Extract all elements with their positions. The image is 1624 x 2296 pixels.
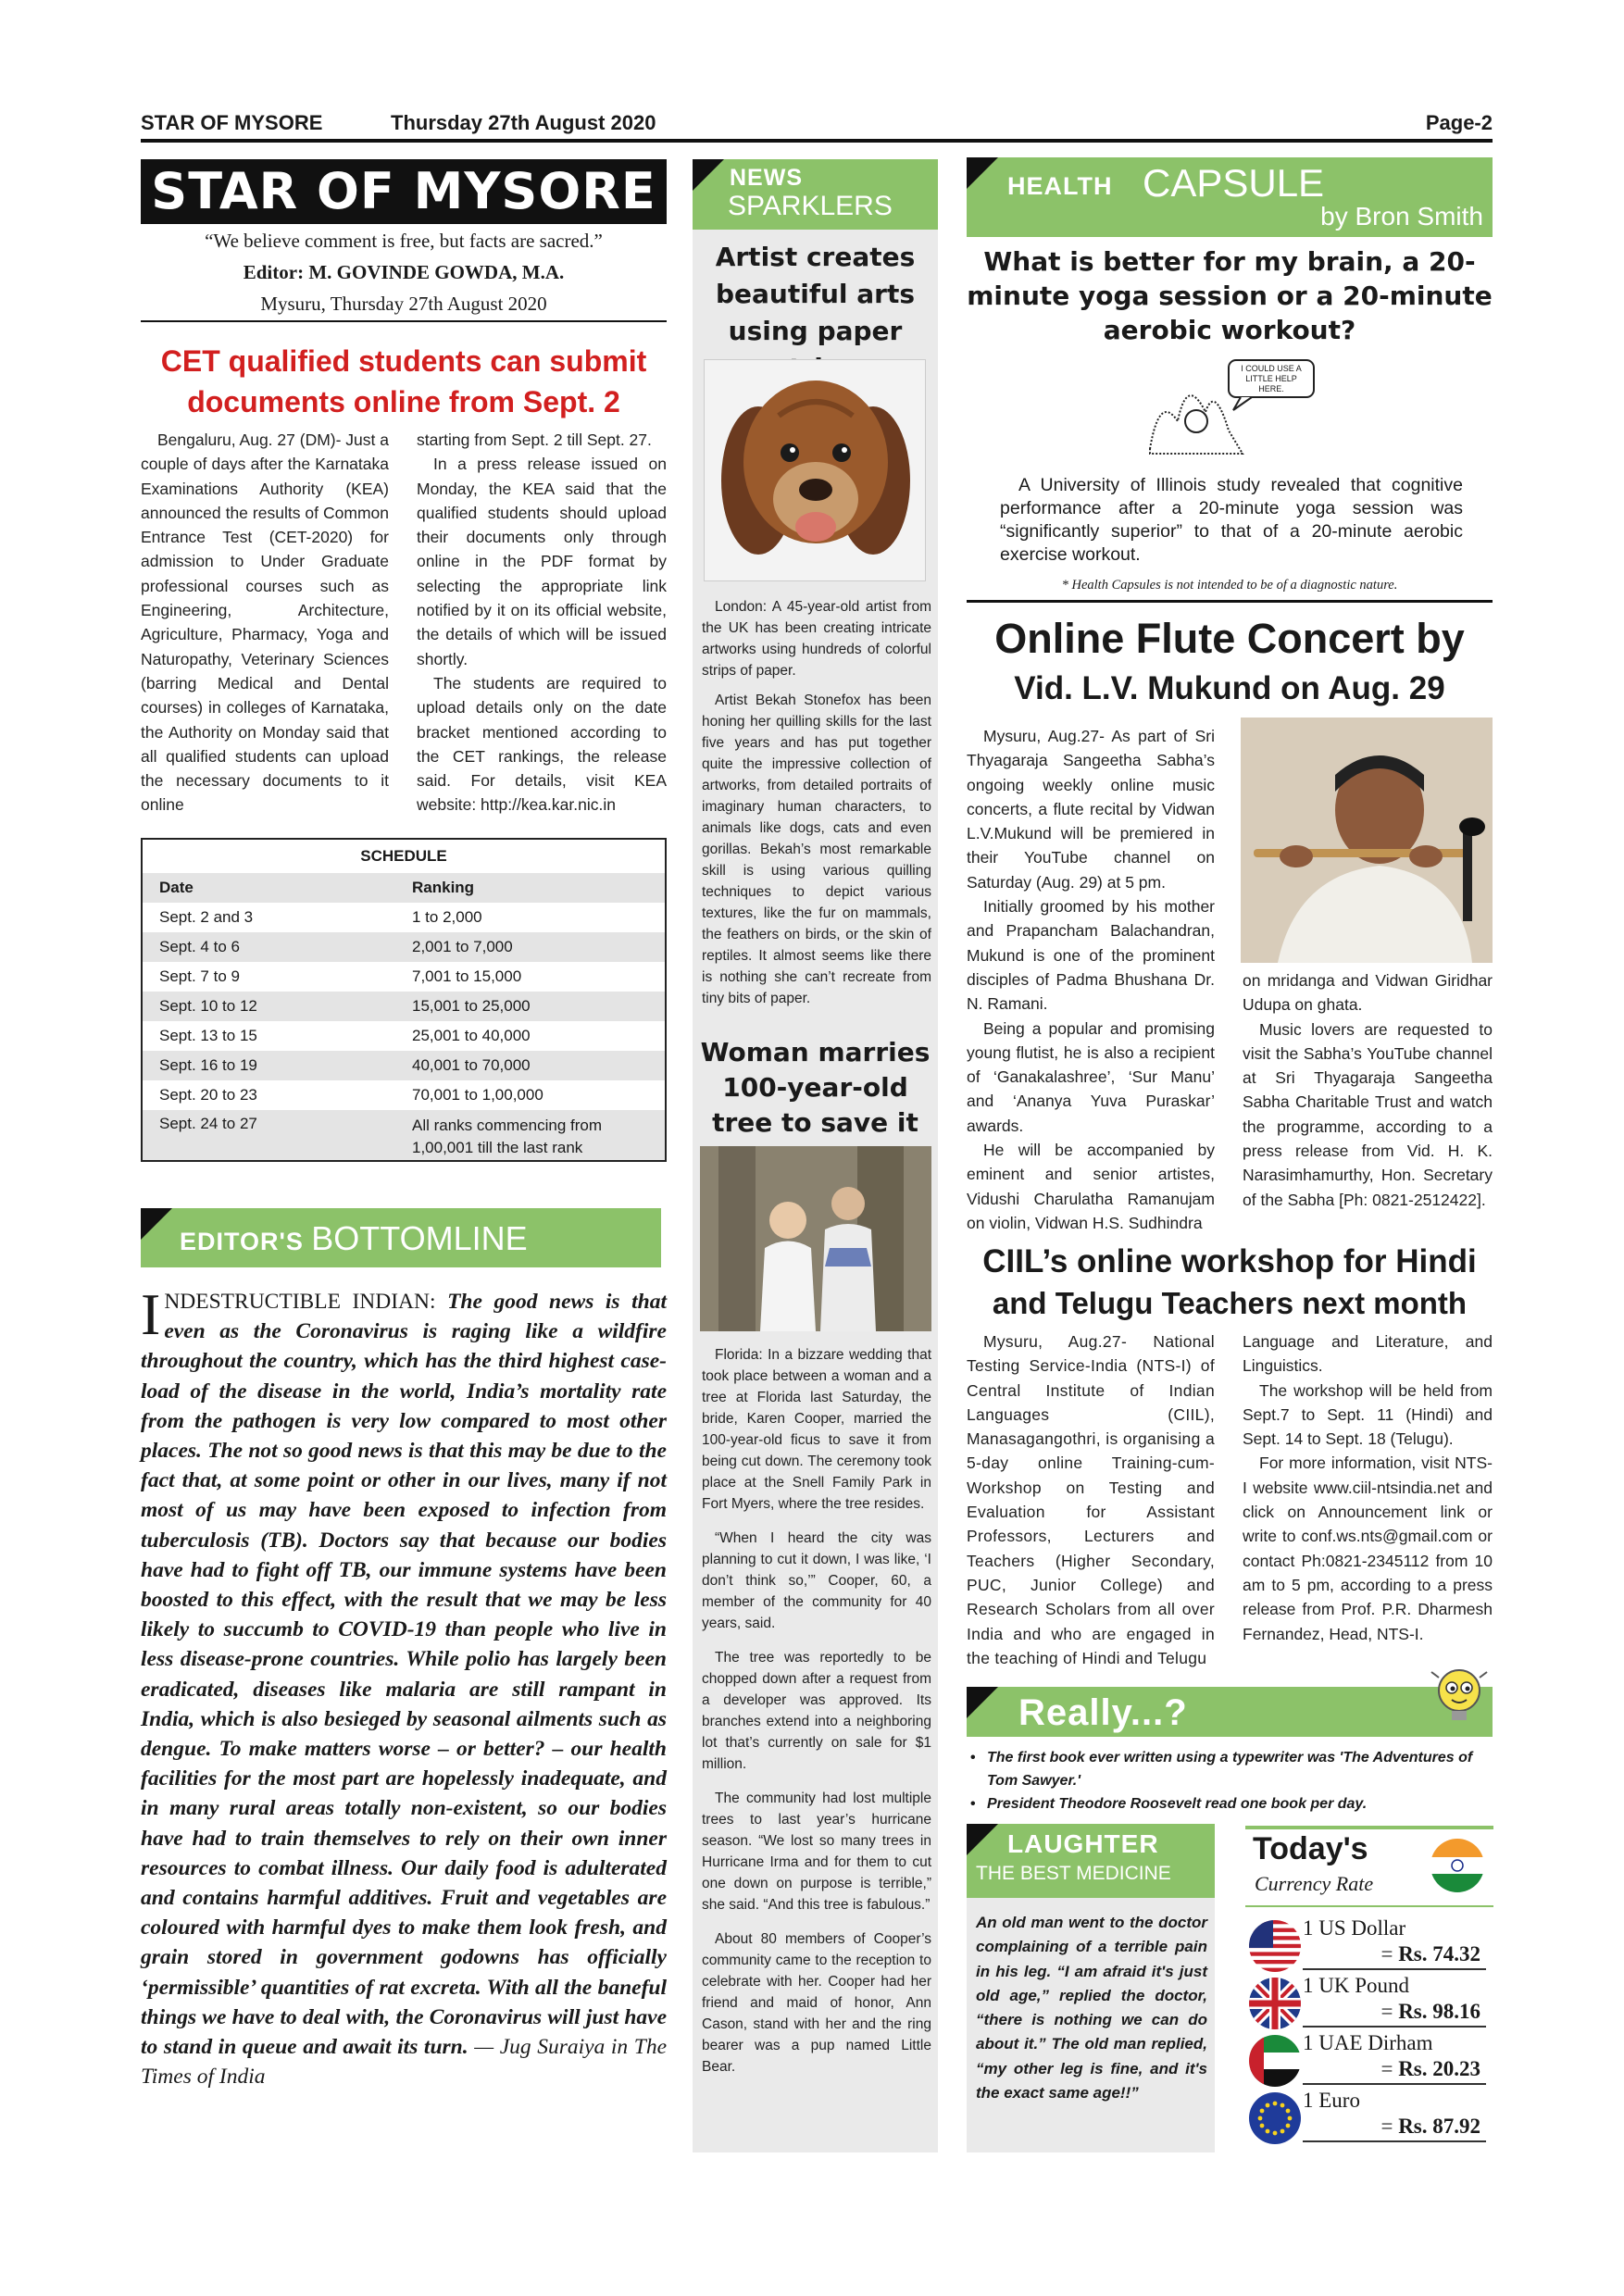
story2-paragraph: The community had lost multiple trees to last year’s hurricane season. “We lost so many trees in Hurricane Irma and for them to cut one down on purpose is terrible,” she said. “And this tree is fabulous.” <box>702 1791 931 1913</box>
table-row <box>143 1021 665 1051</box>
header-rule <box>141 139 1493 143</box>
schedule-date: Sept. 2 and 3 <box>159 908 254 926</box>
story2-paragraph: “When I heard the city was planning to cut it down, I was like, ‘I don’t think so,’” Cooper, 60, a member of the community for 40 years, said. <box>702 1530 931 1631</box>
list-item: • The first book ever written using a typewriter was 'The Adventures of Tom Sawyer.' <box>967 1746 1494 1792</box>
editor-bottomline-label <box>180 1219 528 1258</box>
laughter-joke: An old man went to the doctor complaining of a terrible pain in his leg. “I am afraid it's just old age,” replied the doctor, “there is nothing we can do about it.” The old man replied, “my other leg is fine, and it's the exact same age!!” <box>976 1914 1207 2103</box>
editor-bottomline-banner <box>141 1208 661 1267</box>
editor-credit: — Jug Suraiya in The Times of India <box>141 2035 667 2090</box>
schedule-date: Sept. 20 to 23 <box>159 1086 257 1104</box>
schedule-ranking: 25,001 to 40,000 <box>412 1027 531 1044</box>
schedule-ranking: 15,001 to 25,000 <box>412 997 531 1015</box>
ciil-paragraph: For more information, visit NTS-I website www.ciil-ntsindia.net and click on Announcement link or write to conf.ws.nts@gmail.com or contact Ph:0821-2345112 from 10 am to 5 pm, according to a press release from Prof. P.R. Dharmesh Fernandez, Head, NTS-I. <box>1243 1454 1493 1643</box>
story1-paragraph: Artist Bekah Stonefox has been honing her quilling skills for the last five years and has put together quite the impressive collection of artworks, from detailed portraits of imaginary human characters, to animals like dogs, cats and even gorillas. Bekah’s most remarkable skill is using various quilling techniques to depict various textures, like the fur on mammals, the feathers on birds, or the skin of reptiles. It almost seems like there is nothing she can’t recreate from tiny bits of paper. <box>702 693 931 1006</box>
schedule-ranking: 1 to 2,000 <box>412 908 482 926</box>
schedule-ranking: 2,001 to 7,000 <box>412 938 513 955</box>
ciil-paragraph: Mysuru, Aug.27- National Testing Service-India (NTS-I) of Central Institute of Indian Languages (CIIL), Manasagangothri, is organising a 5-day online Training-cum-Workshop on Testing and Evaluation for Assistant Professors, Lecturers and Teachers (Higher Secondary, PUC, Junior College) and Research Scholars from all over India and who are engaged in the teaching of Hindi and Telugu <box>967 1332 1215 1667</box>
editor-label-bold: EDITOR'S <box>180 1228 304 1255</box>
currency-row <box>1245 2089 1493 2144</box>
banner-corner <box>967 157 998 189</box>
schedule-ranking: 70,001 to 1,00,000 <box>412 1086 543 1104</box>
currency-value: = Rs. 20.23 <box>1380 2057 1480 2080</box>
table-row <box>143 1110 665 1160</box>
health-cartoon <box>1141 356 1317 458</box>
currency-amount: Rs. 74.32 <box>1398 1942 1480 1965</box>
cet-paragraph: starting from Sept. 2 till Sept. 27. <box>417 430 652 449</box>
editor-lead: NDESTRUCTIBLE INDIAN: <box>164 1290 436 1314</box>
ciil-headline <box>967 1241 1493 1324</box>
currency-amount: Rs. 87.92 <box>1398 2115 1480 2138</box>
masthead-rule <box>141 320 667 322</box>
currency-name: 1 UAE Dirham <box>1303 2031 1433 2054</box>
flute-headline-line2: Vid. L.V. Mukund on Aug. 29 <box>1014 670 1445 706</box>
laughter-label: THE BEST MEDICINE <box>976 1863 1171 1884</box>
banner-corner <box>967 1687 998 1718</box>
cet-column-1 <box>141 428 389 817</box>
flute-paragraph: Being a popular and promising young flutist, he is also a recipient of ‘Ganakalashree’, ‘Sur Manu’ and ‘Ananya Yuva Puraskar’ awards. <box>967 1018 1215 1135</box>
cet-headline: CET qualified students can submit documents online from Sept. 2 <box>160 344 647 418</box>
flute-column-1 <box>967 724 1215 1235</box>
editor-bottomline-text <box>141 1281 667 2091</box>
currency-underline <box>1303 2140 1486 2142</box>
currency-top-rule <box>1245 1826 1493 1829</box>
masthead-dateline: Mysuru, Thursday 27th August 2020 <box>260 293 547 315</box>
tree-wedding-photo <box>700 1146 931 1331</box>
eu-flag-icon <box>1249 2092 1301 2144</box>
health-answer-text: A University of Illinois study revealed that cognitive performance after a 20-minute yoga session was “significantly superior” to that of a 20-minute aerobic exercise workout. <box>1000 475 1463 565</box>
health-label-bold: HEALTH <box>1007 172 1113 200</box>
currency-value: = Rs. 74.32 <box>1380 1942 1480 1965</box>
banner-corner <box>693 159 724 191</box>
cet-paragraph: In a press release issued on Monday, the KEA said that the qualified students should upload their documents only through online in the PDF format by selecting the appropriate link notified by it on its official website, the details of which will be issued shortly. <box>417 455 667 668</box>
us-flag-icon <box>1249 1920 1301 1972</box>
editor-body: The good news is that even as the Coronavirus is raging like a wildfire throughout the country, which has the third highest case-load of the disease in the world, India’s mortality rate from the pathogen is very low compared to most other places. The not so good news is that this may be due to the fact that, at some point or other in our lives, many if not most of us may have been exposed to infection from tuberculosis (TB). Doctors say that because our bodies have had to fight off TB, our immune systems have been boosted to this effect, with the result that we may be less likely to succumb to COVID-19 than people who live in less disease-prone countries. While polio has largely been eradicated, diseases like malaria are still rampant in India, which is also besieged by seasonal ailments such as dengue. To make matters worse – or better? – our health facilities for the most part are hopelessly inadequate, and in many rural areas totally non-existent, so our bodies have had to train themselves to rely on their own inner resources to combat illness. Our daily food is adulterated and contains harmful additives. Fruit and vegetables are coloured with harmful dyes to make them look fresh, and grain stored in government godowns has officially ‘permissible’ quantities of rat excreta. With all the baneful things we have to deal with, the Coronavirus will just have to stand in queue and await its turn. <box>141 1290 667 2060</box>
uk-flag-icon <box>1249 1978 1301 2029</box>
dog-illustration-icon <box>705 360 927 582</box>
table-row <box>143 1051 665 1080</box>
flutist-illustration-icon <box>1241 718 1493 963</box>
flute-paragraph: He will be accompanied by eminent and senior artistes, Vidushi Charulatha Ramanujam on violin, Vidwan H.S. Sudhindra <box>967 1141 1215 1232</box>
table-row <box>143 903 665 932</box>
currency-underline <box>1303 2026 1486 2028</box>
page-header <box>141 111 1493 137</box>
ciil-paragraph: The workshop will be held from Sept.7 to Sept. 11 (Hindi) and Sept. 14 to Sept. 18 (Telugu). <box>1243 1380 1493 1449</box>
schedule-header-date: Date <box>159 879 194 896</box>
schedule-ranking: All ranks commencing from <box>412 1117 603 1134</box>
currency-row <box>1245 1974 1493 2029</box>
schedule-date: Sept. 24 to 27 <box>159 1115 257 1132</box>
lightbulb-mascot-icon <box>1426 1663 1493 1729</box>
health-disclaimer: * Health Capsules is not intended to be of a diagnostic nature. <box>1061 578 1398 593</box>
flute-paragraph: on mridanga and Vidwan Giridhar Udupa on ghata. <box>1243 971 1493 1015</box>
table-row <box>143 1080 665 1110</box>
schedule-ranking-cell <box>406 1115 665 1159</box>
story2-paragraph: Florida: In a bizzare wedding that took place between a woman and a tree at Florida last Saturday, the bride, Karen Cooper, married the 100-year-old ficus to save it from being cut down. The ceremony took place at the Snell Family Park in Fort Myers, where the tree resides. <box>702 1347 931 1512</box>
really-label: Really...? <box>1018 1692 1188 1733</box>
currency-name: 1 US Dollar <box>1303 1916 1406 1940</box>
table-row <box>143 992 665 1021</box>
masthead-editor: Editor: M. GOVINDE GOWDA, M.A. <box>243 261 565 283</box>
currency-subtitle: Currency Rate <box>1255 1872 1374 1895</box>
header-date: Thursday 27th August 2020 <box>391 111 656 134</box>
currency-rate-box <box>1245 1826 1493 2153</box>
really-banner <box>967 1687 1493 1737</box>
schedule-ranking: 40,001 to 70,000 <box>412 1056 531 1074</box>
uae-flag-icon <box>1249 2035 1301 2087</box>
currency-name: 1 UK Pound <box>1303 1974 1410 1997</box>
india-flag-icon <box>1430 1839 1484 1892</box>
laughter-banner <box>967 1824 1215 1898</box>
schedule-ranking: 7,001 to 15,000 <box>412 967 522 985</box>
list-item: • President Theodore Roosevelt read one book per day. <box>967 1792 1494 1816</box>
story1-body <box>702 596 931 1017</box>
news-label: SPARKLERS <box>728 191 893 221</box>
schedule-ranking-extra: 1,00,001 till the last rank <box>412 1139 583 1156</box>
laughter-label-bold: LAUGHTER <box>1007 1829 1159 1858</box>
health-byline: by Bron Smith <box>1320 202 1483 231</box>
wedding-photo-icon <box>700 1146 931 1331</box>
currency-amount: Rs. 20.23 <box>1398 2057 1480 2080</box>
table-row <box>143 932 665 962</box>
flute-artist-photo <box>1241 718 1493 963</box>
table-row <box>143 962 665 992</box>
ciil-paragraph: Language and Literature, and Linguistics. <box>1243 1332 1493 1376</box>
flute-column-2 <box>1243 968 1493 1212</box>
ciil-column-1 <box>967 1329 1215 1670</box>
health-label: CAPSULE <box>1143 161 1325 205</box>
cet-paragraph: Bengaluru, Aug. 27 (DM)- Just a couple of days after the Karnataka Examinations Authority (KEA) announced the results of Common Entrance Test (CET-2020) for admission to Under Graduate professional courses such as Engineering, Architecture, Agriculture, Pharmacy, Yoga and Naturopathy, Veterinary Sciences (barring Medical and Dental courses) in colleges of Karnataka, the Authority on Monday said that all qualified students can upload the necessary documents to it online <box>141 430 389 815</box>
currency-name: 1 Euro <box>1303 2089 1360 2112</box>
schedule-date: Sept. 16 to 19 <box>159 1056 257 1074</box>
story2-paragraph: The tree was reportedly to be chopped down after a request from a developer was approved. Its branches extend into a neighboring lot that’s currently on sale for $1 million. <box>702 1650 931 1772</box>
banner-corner <box>967 1824 998 1855</box>
flute-paragraph: Music lovers are requested to visit the Sabha’s YouTube channel at Sri Thyagaraja Sangeetha Sabha Charitable Trust and watch the programme, according to a press release from Vid. H. K. Narasimhamurthy, Hon. Secretary of the Sabha [Ph: 0821-2512422]. <box>1243 1019 1493 1209</box>
health-answer <box>1000 474 1463 567</box>
ciil-column-2 <box>1243 1329 1493 1646</box>
schedule-date: Sept. 10 to 12 <box>159 997 257 1015</box>
story2-headline: Woman marries 100-year-old tree to save it <box>700 1037 931 1138</box>
masthead-motto: “We believe comment is free, but facts are sacred.” <box>205 230 603 252</box>
news-label-bold: NEWS <box>730 165 803 191</box>
schedule-date: Sept. 13 to 15 <box>159 1027 257 1044</box>
story1-headline: Artist creates beautiful arts using paper <box>715 242 916 346</box>
flute-headline <box>967 611 1493 711</box>
ciil-headline-line2: and Telugu Teachers next month <box>992 1286 1468 1320</box>
story2-body <box>702 1344 931 2086</box>
story2-paragraph: About 80 members of Cooper’s community came to the reception to celebrate with her. Cooper had her friend and maid of honor, Ann Cason, stand with her and the ring bearer was a pup named Little Bear. <box>702 1931 931 2075</box>
currency-row <box>1245 1916 1493 1972</box>
banner-corner <box>141 1208 172 1240</box>
cartoon-bubble-text: I COULD USE A LITTLE HELP HERE. <box>1241 364 1302 393</box>
currency-divider <box>1245 1905 1493 1907</box>
currency-title: Today's <box>1253 1831 1368 1866</box>
drop-cap: I <box>141 1281 161 1347</box>
currency-underline <box>1303 2083 1486 2085</box>
currency-amount: Rs. 98.16 <box>1398 2000 1480 2023</box>
editor-label: BOTTOMLINE <box>311 1219 528 1257</box>
quilled-dog-image <box>704 359 926 581</box>
ciil-headline-line1: CIIL’s online workshop for Hindi <box>982 1243 1477 1279</box>
currency-underline <box>1303 1968 1486 1970</box>
health-question: What is better for my brain, a 20-minute yoga session or a 20-minute aerobic workout? <box>967 246 1493 345</box>
cet-column-2 <box>417 428 667 817</box>
really-list <box>967 1746 1494 1816</box>
schedule-title: SCHEDULE <box>360 847 447 865</box>
masthead-logo: STAR OF MYSORE <box>141 159 667 224</box>
cet-paragraph: The students are required to upload details only on the date bracket mentioned according to the CET rankings, the release said. For details, visit KEA website: http://kea.kar.nic.in <box>417 673 667 815</box>
schedule-date: Sept. 4 to 6 <box>159 938 240 955</box>
schedule-table <box>141 838 667 1162</box>
flute-paragraph: Initially groomed by his mother and Prapancham Balachandran, Mukund is one of the prominent disciples of Padma Bhushana Dr. N. Ramani. <box>967 897 1215 1014</box>
flute-paragraph: Mysuru, Aug.27- As part of Sri Thyagaraja Sangeetha Sabha’s ongoing weekly online music concerts, a flute recital by Vidwan L.V.Mukund will be premiered in their YouTube channel on Saturday (Aug. 29) at 5 pm. <box>967 727 1215 892</box>
flute-headline-line1: Online Flute Concert by <box>994 615 1465 662</box>
header-page-number: Page-2 <box>1425 111 1493 134</box>
health-capsule-banner <box>967 157 1493 237</box>
currency-value: = Rs. 87.92 <box>1380 2115 1480 2138</box>
section-rule <box>967 600 1493 603</box>
currency-row <box>1245 2031 1493 2087</box>
schedule-header-row <box>143 873 665 903</box>
schedule-date: Sept. 7 to 9 <box>159 967 240 985</box>
story1-paragraph: London: A 45-year-old artist from the UK has been creating intricate artworks using hundreds of colorful strips of paper. <box>702 599 931 679</box>
news-sparklers-banner <box>693 159 938 230</box>
currency-value: = Rs. 98.16 <box>1380 2000 1480 2023</box>
schedule-header-ranking: Ranking <box>412 879 475 896</box>
header-paper-name: STAR OF MYSORE <box>141 111 323 134</box>
